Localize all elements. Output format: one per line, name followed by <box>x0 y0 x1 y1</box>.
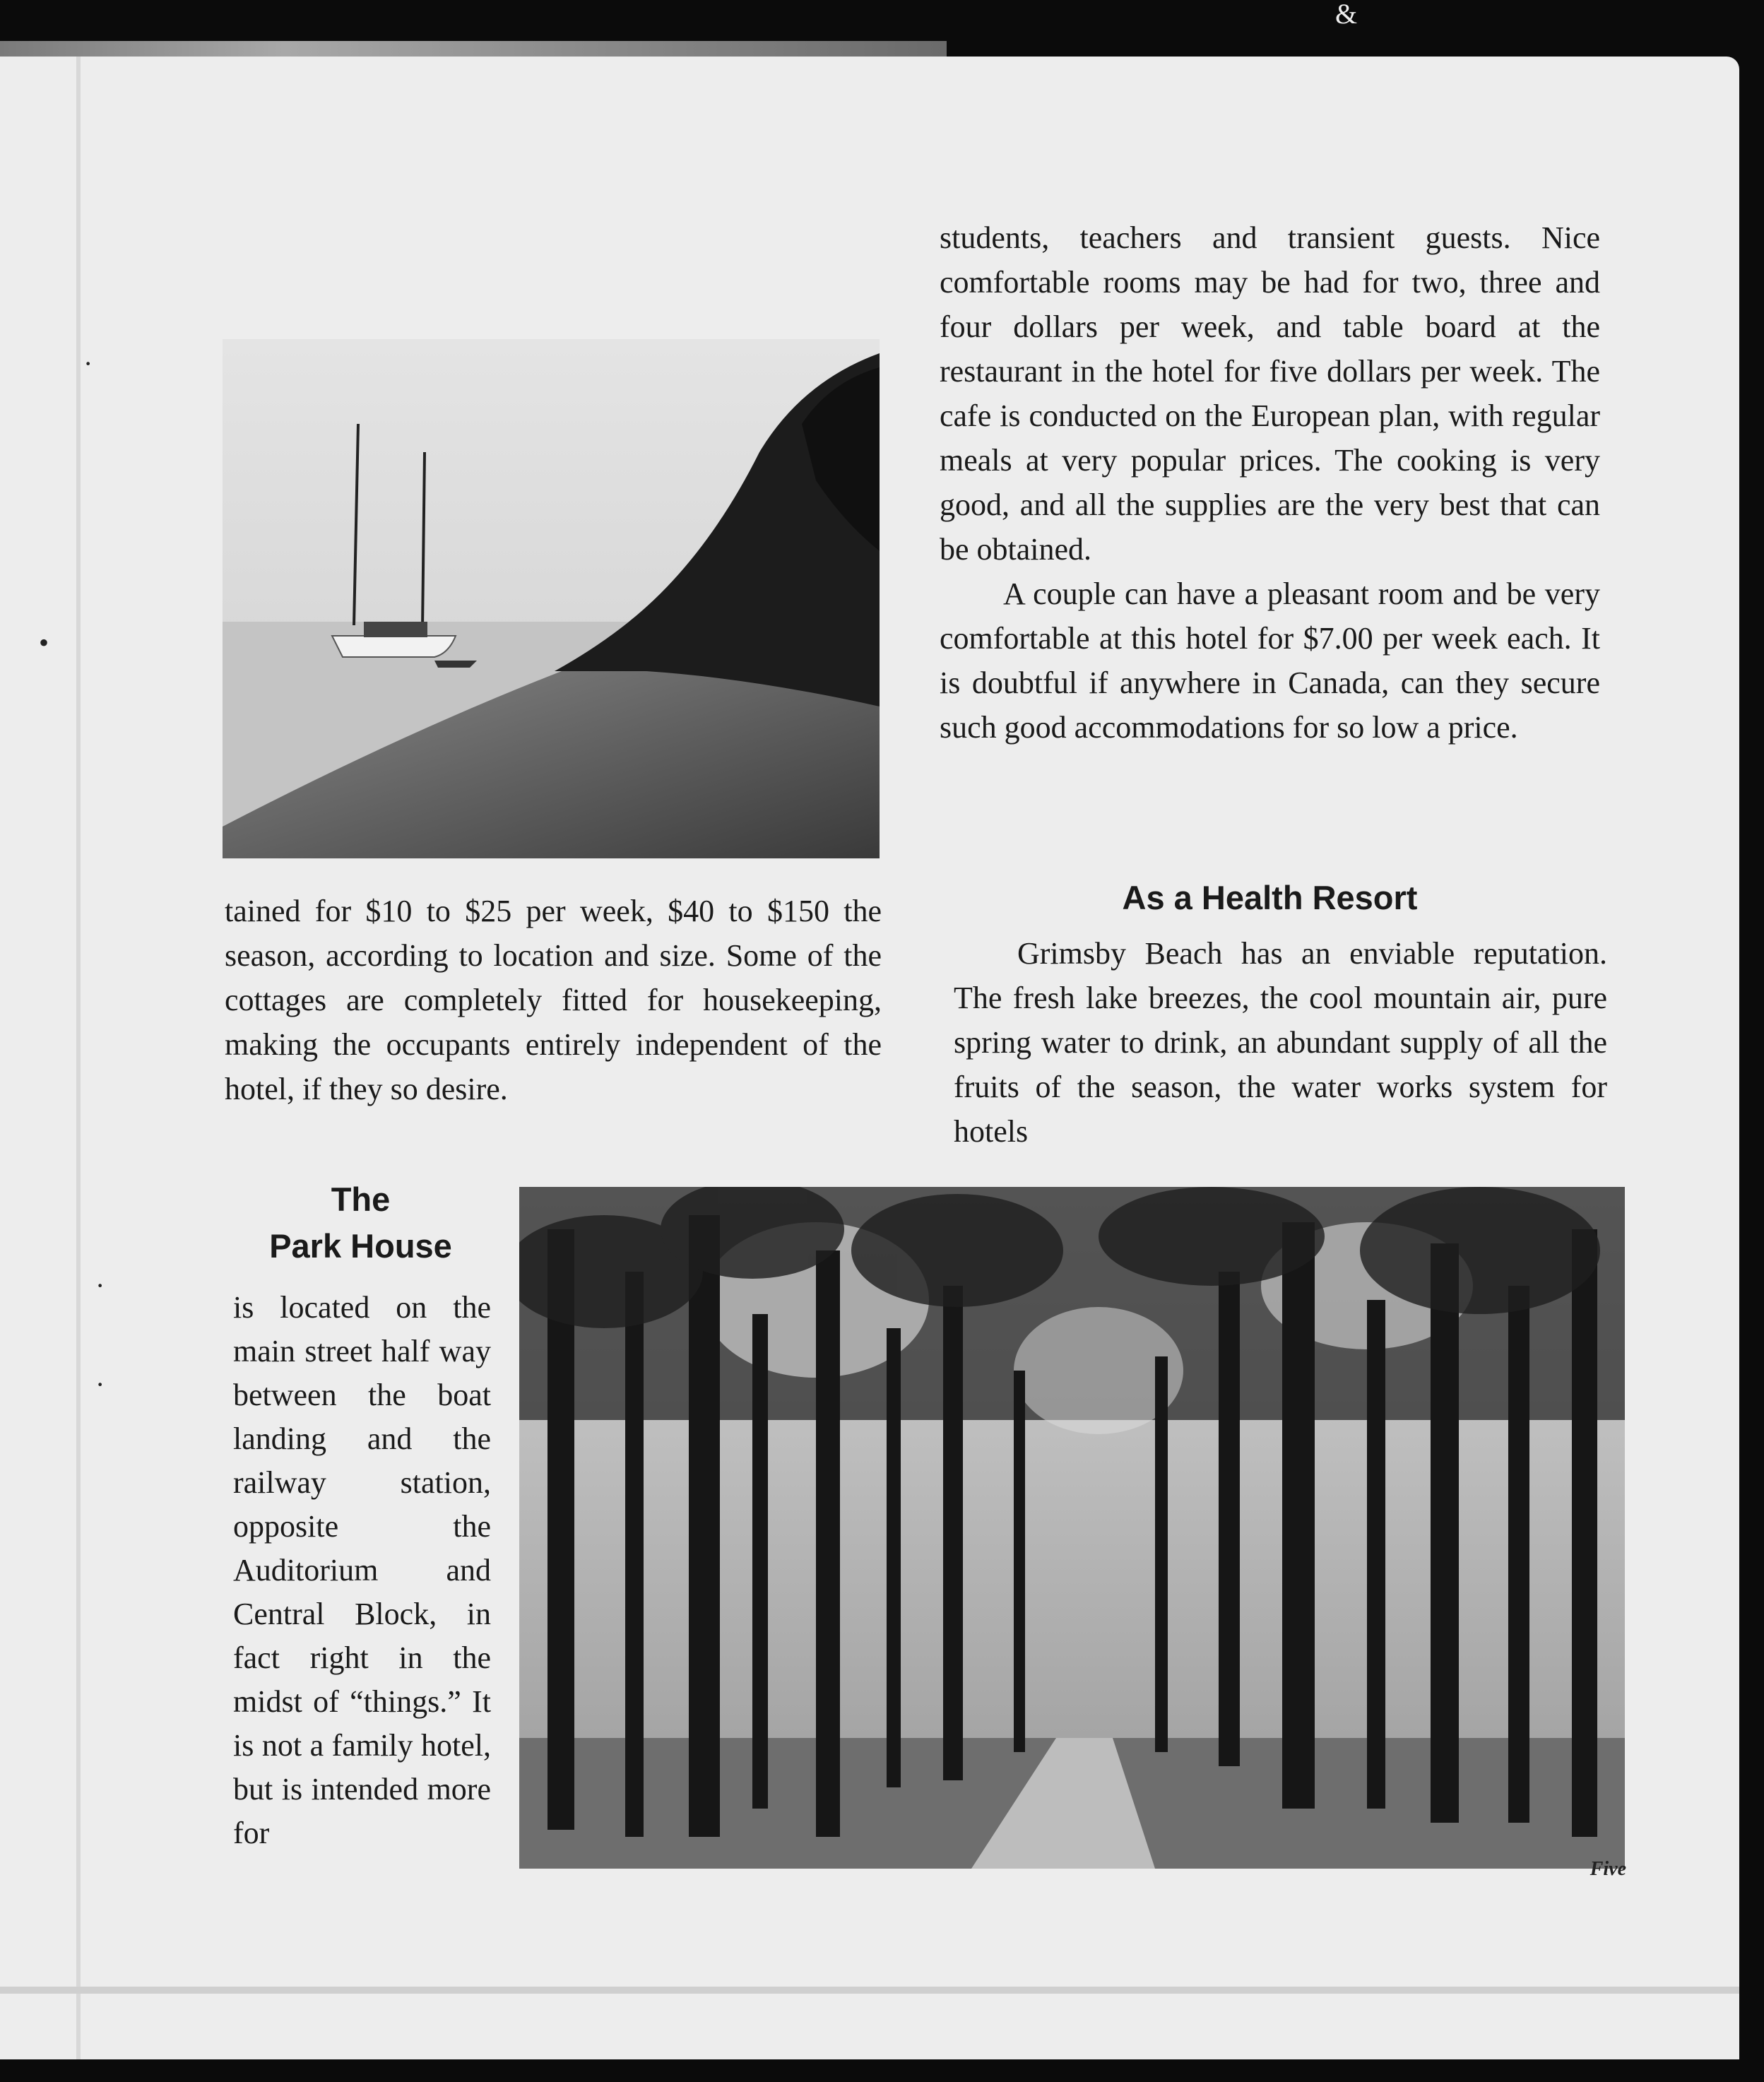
corner-speck: & <box>1335 0 1358 30</box>
text-column-top-right <box>940 215 1600 750</box>
text-column-park-house <box>233 1286 491 1855</box>
margin-speck: · <box>83 348 93 379</box>
paragraph-rooms: students, teachers and transient guests. Nice comfortable rooms may be had for two, three and four dollars per week, and table board at the restaurant in the hotel for five dollars per week. The cafe is conducted on the European plan, with regular meals at very popular prices. The cooking is very good, and all the supplies are the very best that can be obtained. <box>940 220 1600 567</box>
heading-park-house <box>225 1176 497 1270</box>
paragraph-health: Grimsby Beach has an enviable reputation. The fresh lake breezes, the cool mountain air, pure spring water to drink, an abundant supply of all the fruits of the season, the water works system for hotels <box>954 936 1607 1149</box>
heading-health-resort: As a Health Resort <box>1122 879 1418 916</box>
margin-speck: · <box>95 1270 105 1301</box>
paragraph-couple: A couple can have a pleasant room and be very comfortable at this hotel for $7.00 per week each. It is doubtful if anywhere in Canada, can they secure such good accommodations for so low a price. <box>940 576 1600 745</box>
sailboat-beach-photo <box>223 339 880 858</box>
page-spine <box>76 57 81 2059</box>
margin-speck: · <box>95 1368 105 1400</box>
page-bottom-edge <box>0 1987 1739 1994</box>
paragraph-cottages: tained for $10 to $25 per week, $40 to $150 the season, according to location and size. Some of the cottages are completely fitted for housekeeping, making the occupants entirely independent of the hotel, if they so desire. <box>225 894 882 1106</box>
margin-speck: • <box>39 627 49 658</box>
text-column-health <box>954 931 1607 1154</box>
page-number: Five <box>1590 1858 1626 1880</box>
heading-park-house-line2: Park House <box>269 1227 452 1265</box>
paragraph-park-house: is located on the main street half way between the boat landing and the railway station, opposite the Auditorium and Central Block, in fact right in the midst of “things.” It is not a family hotel, but is intended more for <box>233 1290 491 1850</box>
text-column-left <box>225 889 882 1111</box>
forest-path-photo <box>519 1187 1625 1869</box>
heading-park-house-line1: The <box>331 1181 391 1218</box>
